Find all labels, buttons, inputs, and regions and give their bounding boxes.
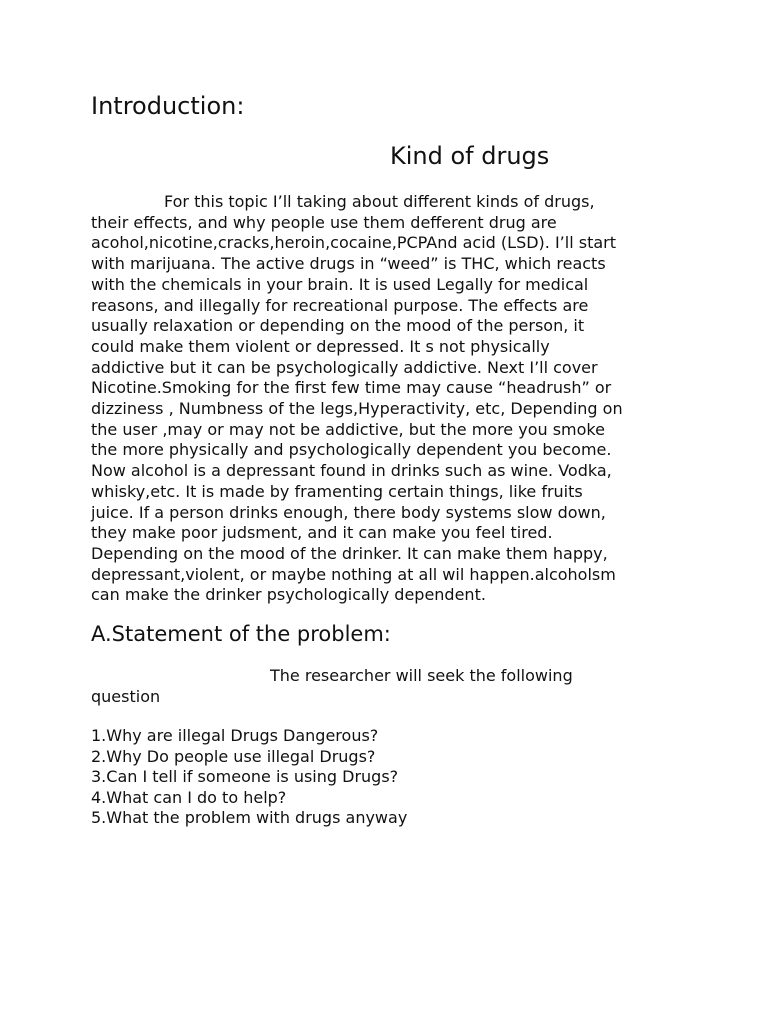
body-line: Now alcohol is a depressant found in drinks such as wine. Vodka,	[91, 461, 612, 481]
question-item: 2.Why Do people use illegal Drugs?	[91, 746, 376, 766]
body-line: the user ,may or may not be addictive, but the more you smoke	[91, 419, 605, 439]
body-line: acohol,nicotine,cracks,heroin,cocaine,PCPAnd acid (LSD). I’ll start	[91, 233, 617, 253]
body-line: depressant,violent, or maybe nothing at all wil happen.alcoholsm	[91, 564, 616, 584]
body-line: dizziness , Numbness of the legs,Hyperactivity, etc, Depending on	[91, 399, 623, 419]
body-line: with marijuana. The active drugs in “weed” is THC, which reacts	[91, 254, 606, 274]
question-list	[91, 726, 407, 829]
question-item: 3.Can I tell if someone is using Drugs?	[91, 767, 399, 787]
body-line: For this topic I’ll taking about different kinds of drugs,	[164, 192, 595, 211]
question-item: 4.What can I do to help?	[91, 787, 287, 807]
question-item: 5.What the problem with drugs anyway	[91, 808, 408, 828]
body-line: addictive but it can be psychologically addictive. Next I’ll cover	[91, 357, 598, 377]
body-line: usually relaxation or depending on the mood of the person, it	[91, 316, 585, 336]
body-line: Depending on the mood of the drinker. It can make them happy,	[91, 543, 608, 563]
body-line: they make poor judsment, and it can make you feel tired.	[91, 523, 553, 543]
research-line: The researcher will seek the following	[270, 666, 573, 685]
body-line: can make the drinker psychologically dependent.	[91, 585, 486, 605]
body-paragraph	[91, 192, 691, 606]
question-item: 1.Why are illegal Drugs Dangerous?	[91, 726, 379, 745]
body-line: Nicotine.Smoking for the first few time may cause “headrush” or	[91, 378, 612, 398]
body-line: could make them violent or depressed. It s not physically	[91, 336, 550, 356]
research-line: question	[91, 687, 161, 706]
body-line: juice. If a person drinks enough, there body systems slow down,	[91, 502, 606, 522]
document-title: Kind of drugs	[390, 142, 550, 170]
body-line: their effects, and why people use them defferent drug are	[91, 212, 557, 232]
research-intro	[91, 665, 691, 707]
body-line: reasons, and illegally for recreational purpose. The effects are	[91, 295, 589, 315]
body-line: whisky,etc. It is made by framenting certain things, like fruits	[91, 481, 583, 501]
body-line: the more physically and psychologically dependent you become.	[91, 440, 612, 460]
body-line: with the chemicals in your brain. It is used Legally for medical	[91, 274, 589, 294]
introduction-heading: Introduction:	[91, 92, 245, 120]
problem-statement-heading: A.Statement of the problem:	[91, 622, 391, 646]
